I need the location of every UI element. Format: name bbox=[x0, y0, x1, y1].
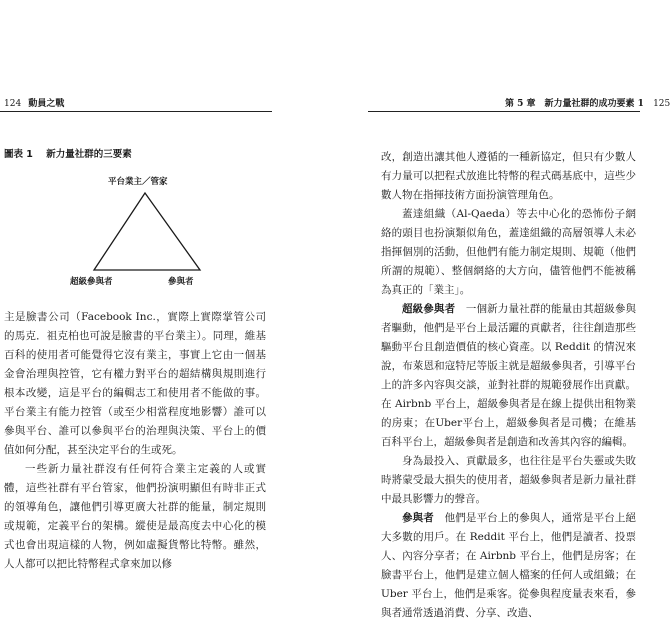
left-page-number: 124 bbox=[4, 99, 22, 109]
participant-term: 參與者 bbox=[402, 512, 434, 524]
triangle-shape bbox=[94, 193, 200, 270]
right-page-header bbox=[505, 96, 670, 109]
right-paragraph-4: 身為最投入、貢獻最多，也往往是平台失靈或失敗時將蒙受最大損失的使用者，超級參與者是新力量社群中最具影響力的聲音。 bbox=[381, 455, 636, 505]
right-header-rule bbox=[368, 111, 640, 112]
figure-caption: 新力量社群的三要素 bbox=[46, 149, 132, 160]
right-page-number: 125 bbox=[653, 99, 670, 109]
node-platform-owner: 平台業主／管家 bbox=[108, 177, 168, 187]
participant-text: 他們是平台上的參與人，通常是平台上絕大多數的用戶。在 Reddit 平台上，他們是讀者、投票人、內容分享者；在 Airbnb 平台上，他們是房客；在臉書平台上，他們是建立個人檔案的任何人或組織；在 Uber 平台上，他們是乘客。從參與程度量表來看，參與者通常透過消費、分享、改造、 bbox=[381, 512, 637, 619]
figure-title bbox=[4, 146, 132, 160]
left-text-column bbox=[4, 308, 266, 574]
right-text-column bbox=[381, 148, 636, 623]
node-participant: 參與者 bbox=[168, 277, 194, 287]
left-paragraph-2: 一些新力量社群沒有任何符合業主定義的人或實體，這些社群有平台管家，他們扮演明顯但有時非正式的領導角色，讓他們引導更廣大社群的能量，制定規則或規範，定義平台的架構。縱使是最高度去中心化的模式也會出現這樣的人物，例如虛擬貨幣比特幣。雖然，人人都可以把比特幣程式拿來加以修 bbox=[4, 463, 266, 570]
right-paragraph-2: 蓋達組織（Al-Qaeda）等去中心化的恐怖份子網絡的頭目也扮演類似角色，蓋達組織的高層領導人未必指揮個別的活動，但他們有能力制定規則、規範（他們所謂的規範）、整個網絡的大方向，儘管他們不能被稱為真正的「業主」。 bbox=[381, 208, 636, 296]
super-participant-text: 一個新力量社群的能量由其超級參與者驅動，他們是平台上最活躍的貢獻者，往往創造那些驅動平台且創造價值的核心資產。以 Reddit 的情況來說，布萊恩和寇特尼等版主就是超級參與者，引導平台上的許多內容與交談，並對社群的規範發展作出貢獻。在 Airbnb 平台上，超級參與者是在線上提供出租物業的房東；在Uber平台上，超級參與者是司機；在維基百科平台上，超級參與者是創造和改善其內容的編輯。 bbox=[381, 303, 637, 448]
left-header-rule bbox=[0, 111, 272, 112]
node-super-participant: 超級參與者 bbox=[70, 277, 113, 287]
triangle-svg bbox=[60, 175, 230, 290]
right-paragraph-1: 改，創造出讓其他人遵循的一種新協定，但只有少數人有力量可以把程式放進比特幣的程式碼基底中，這些少數人物在指揮技術方面扮演管理角色。 bbox=[381, 151, 636, 201]
right-running-title: 第 5 章 新力量社群的成功要素 1 bbox=[505, 99, 644, 109]
right-paragraph-3 bbox=[381, 300, 636, 452]
figure-label: 圖表 1 bbox=[4, 149, 33, 160]
left-page-header bbox=[4, 96, 64, 109]
right-paragraph-5 bbox=[381, 509, 636, 623]
left-running-title: 動員之戰 bbox=[28, 99, 65, 109]
triangle-diagram bbox=[60, 175, 230, 290]
super-participant-term: 超級參與者 bbox=[402, 303, 456, 315]
left-paragraph-1: 主是臉書公司（Facebook Inc.，實際上實際掌管公司的馬克．祖克柏也可說是臉書的平台業主）。同理，維基百科的使用者可能覺得它沒有業主，事實上它由一個基金會治理與控管，它有權力對平台的超結構與規則進行根本改變，這是平台的編輯志工和使用者不能做的事。平台業主有能力控管（或至少相當程度地影響）誰可以參與平台、誰可以參與平台的治理與決策、平台上的價值如何分配，甚至決定平台的生或死。 bbox=[4, 311, 266, 456]
